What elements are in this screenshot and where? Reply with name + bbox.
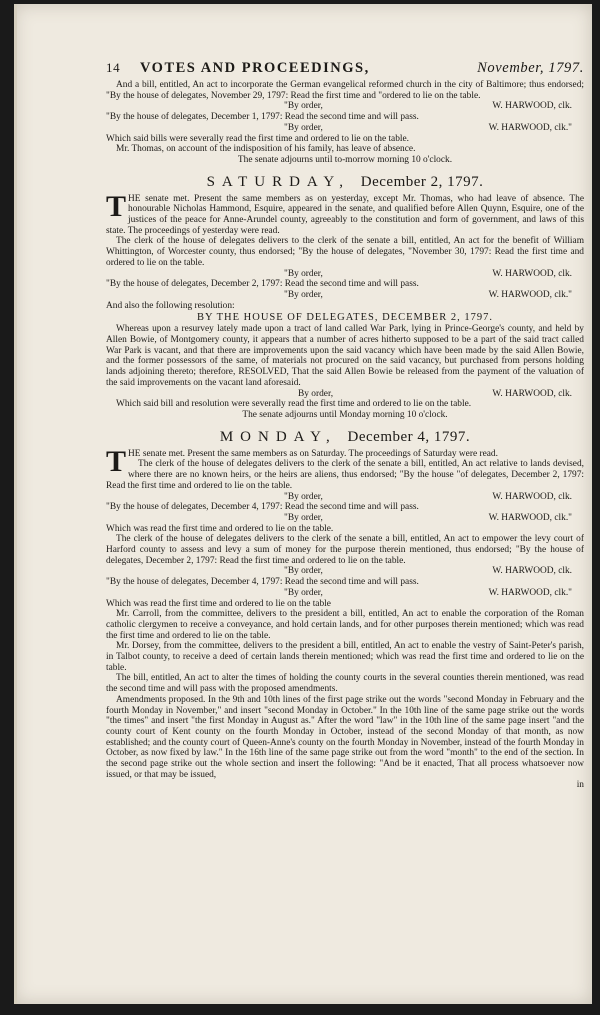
paragraph: Which said bill and resolution were severally read the first time and ordered to lie on the table.: [116, 399, 472, 410]
clerk-name: W. HARWOOD, clk.": [488, 122, 572, 133]
signature-line: [106, 290, 584, 301]
paragraph: The bill, entitled, An act to alter the times of holding the county courts in the several counties therein mentioned, was read the second time and will pass with the proposed amendments.: [106, 673, 584, 695]
clerk-name: W. HARWOOD, clk.": [488, 512, 572, 523]
paragraph: The clerk of the house of delegates delivers to the clerk of the senate a bill, entitled, An act for the benefit of William Whittington, of Worcester county, thus endorsed; "By the house of delegates, "November 30, 1797: Read the first time and ordered to lie on the table.: [106, 236, 584, 268]
endorsement: "By the house of delegates, December 4, 1797: Read the second time and will pass.: [106, 502, 419, 513]
paragraph: Mr. Carroll, from the committee, delivers to the president a bill, entitled, An act to enable the corporation of the Roman catholic clergymen to receive a conveyance, and hold certain lands, and for other purposes therein mentioned; which was read the first time and ordered to lie on the table.: [106, 609, 584, 641]
adjournment: The senate adjourns until to-morrow morning 10 o'clock.: [237, 154, 453, 165]
signature-line: [106, 389, 584, 400]
by-order: "By order,: [284, 101, 323, 112]
by-order: "By order,: [284, 587, 323, 598]
paragraph: Which said bills were severally read the first time and ordered to lie on the table.: [106, 133, 410, 144]
paragraph: Mr. Dorsey, from the committee, delivers to the president a bill, entitled, An act to enable the vestry of Saint-Peter's parish, in Talbot county, to receive a deed of certain lands therein mentioned; which was read the first time and ordered to lie on the table.: [106, 641, 584, 673]
paragraph: And also the following resolution:: [106, 300, 235, 311]
clerk-name: W. HARWOOD, clk.: [492, 491, 572, 502]
day-date: December 2, 1797.: [360, 173, 484, 190]
endorsement: "By the house of delegates, December 2, 1797: Read the second time and will pass.: [106, 279, 419, 290]
running-date: November, 1797.: [477, 60, 584, 76]
paragraph: [106, 189, 584, 237]
resolution-text: Whereas upon a resurvey lately made upon a tract of land called War Park, lying in Prince-George's county, and held by Allen Bowie, of Montgomery county, it appears that a number of acres hitherto supposed to be a part of the said tract called War Park is vacant, and that there are improvements upon the said vacancy which have been made by the said Allen Bowie, and the former possessors of the same, of materials not procured on the said vacancy, but purchased from persons holding lands adjoining thereto; therefore, RESOLVED, That the said Allen Bowie be released from the payment of the valuation of the said improvements on the vacant land aforesaid.: [106, 324, 584, 388]
document-page: [14, 4, 592, 1004]
paragraph: The clerk of the house of delegates delivers to the clerk of the senate a bill, entitled, An act relative to lands devised, where there are no known heirs, or the heirs are aliens, thus endorsed; "By the house "of delegates, December 2, 1797: Read the first time and ordered to lie on the table.: [106, 459, 584, 491]
signature-line: [106, 269, 584, 280]
by-order: "By order,: [284, 566, 323, 577]
paragraph-text: HE senate met. Present the same members as on Saturday. The proceedings of Saturday were read.: [128, 448, 498, 459]
page-content: [106, 60, 584, 791]
clerk-name: W. HARWOOD, clk.: [492, 566, 572, 577]
signature-line: [106, 123, 584, 134]
by-order: "By order,: [284, 122, 323, 133]
paragraph: The clerk of the house of delegates delivers to the clerk of the senate a bill, entitled, An act to empower the levy court of Harford county to assess and levy a sum of money for the purpose therein mentioned, thus endorsed; "By the house of delegates, December 2, 1797: Read the first time and ordered to lie on the table.: [106, 534, 584, 566]
drop-cap: T: [106, 189, 127, 223]
endorsement: "By the house of delegates, December 4, 1797: Read the second time and will pass.: [106, 577, 419, 588]
paragraph-text: HE senate met. Present the same members as on yesterday, except Mr. Thomas, who had leave of absence. The honourable Nicholas Hammond, Esquire, appeared in the senate, and qualified before Allen Quynn, Esquire, one of the justices of the peace for Anne-Arundel county, agreeably to the constitution and form of government, and laws of this state. The proceedings of yesterday were read.: [106, 193, 584, 236]
day-heading-saturday: [106, 170, 584, 194]
resolution-heading: BY THE HOUSE OF DELEGATES, DECEMBER 2, 1797.: [196, 312, 493, 324]
signature-line: [106, 588, 584, 599]
paragraph: Which was read the first time and ordered to lie on the table.: [106, 523, 334, 534]
by-order: "By order,: [284, 512, 323, 523]
endorsement: "By the house of delegates, December 1, 1797: Read the second time and will pass.: [106, 112, 419, 123]
amendments-paragraph: Amendments proposed. In the 9th and 10th lines of the first page strike out the words "second Monday in February and the fourth Monday in November," and insert "second Monday in October." In the 10th line of the same page strike out the words "the times" and insert "the first Monday in August as." After the word "law" in the 10th line of the same page insert "and the county court of Kent county on the fourth Monday in October, instead of the second Monday of that month, as now established; and the county court of Queen-Anne's county on the fourth Monday in November, instead of the fourth Monday in October, as now fixed by law." In the 16th line of the same page strike out from the word "month" to the end of the section. In the second page strike out the whole section and insert the following: "And be it enacted, That all process whatsoever now issued, or that may be issued,: [106, 694, 584, 780]
paragraph: Which was read the first time and ordered to lie on the table: [106, 598, 331, 609]
running-header: [106, 60, 584, 80]
signature-line: [106, 513, 584, 524]
day-name: MONDAY,: [219, 428, 337, 445]
by-order: By order,: [298, 388, 334, 399]
day-date: December 4, 1797.: [347, 428, 471, 445]
catchword: in: [576, 780, 584, 791]
day-heading-monday: [106, 425, 584, 449]
by-order: "By order,: [284, 491, 323, 502]
day-name: SATURDAY,: [206, 173, 351, 190]
signature-line: [106, 566, 584, 577]
drop-cap: T: [106, 444, 127, 478]
by-order: "By order,: [284, 289, 323, 300]
clerk-name: W. HARWOOD, clk.: [492, 268, 572, 279]
paragraph: Mr. Thomas, on account of the indisposition of his family, has leave of absence.: [116, 144, 416, 155]
page-number: 14: [106, 60, 121, 75]
clerk-name: W. HARWOOD, clk.: [492, 101, 572, 112]
adjournment: The senate adjourns until Monday morning 10 o'clock.: [242, 409, 448, 420]
signature-line: [106, 492, 584, 503]
signature-line: [106, 101, 584, 112]
clerk-name: W. HARWOOD, clk.": [488, 289, 572, 300]
clerk-name: W. HARWOOD, clk.: [492, 388, 572, 399]
by-order: "By order,: [284, 268, 323, 279]
running-title: VOTES AND PROCEEDINGS,: [140, 60, 370, 76]
clerk-name: W. HARWOOD, clk.": [488, 587, 572, 598]
paragraph: And a bill, entitled, An act to incorporate the German evangelical reformed church in the city of Baltimore; thus endorsed; "By the house of delegates, November 29, 1797: Read the first time and "ordered to lie on the table.: [106, 80, 584, 101]
